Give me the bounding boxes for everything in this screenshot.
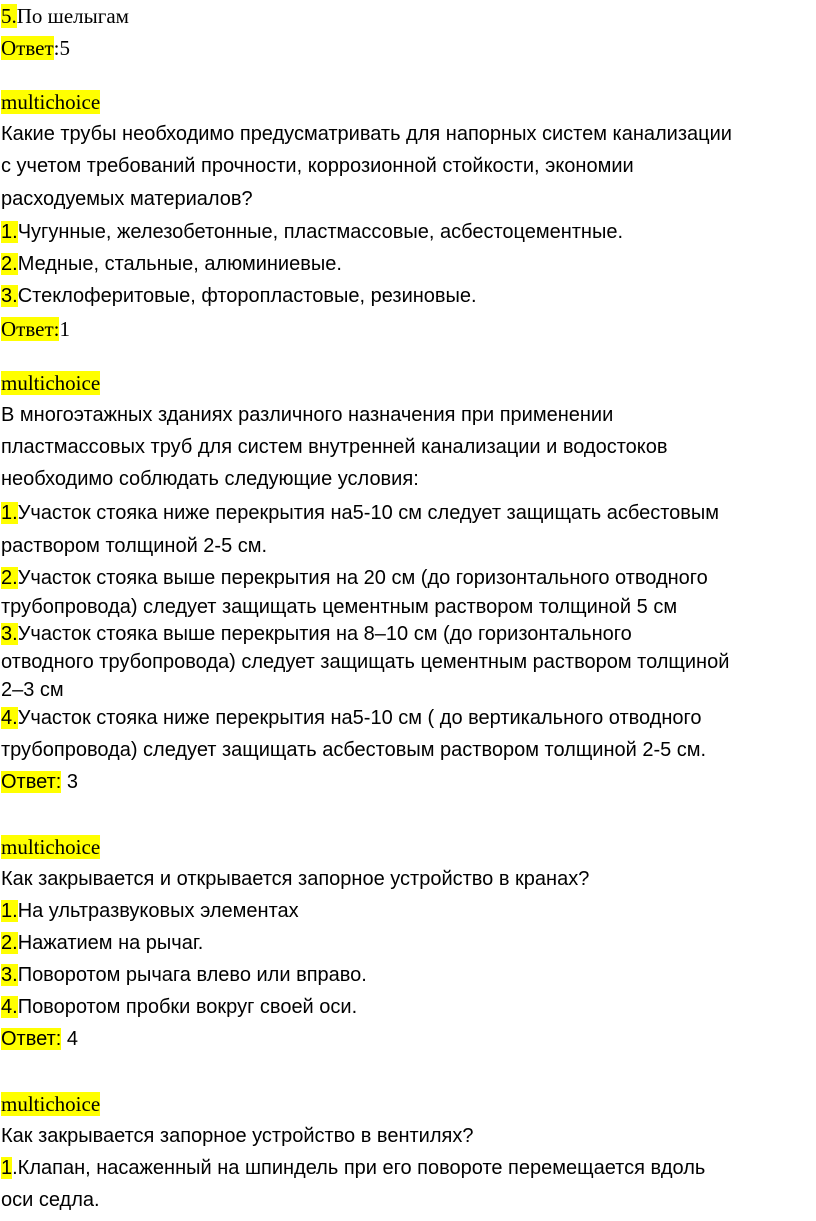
question-text: Как закрывается и открывается запорное устройство в кранах?: [1, 868, 590, 890]
option-line: [1, 283, 477, 309]
question-text: Как закрывается запорное устройство в вентилях?: [1, 1125, 474, 1147]
option-text: .Клапан, насаженный на шпиндель при его повороте перемещается вдоль: [12, 1157, 706, 1179]
option-line: [1, 705, 702, 731]
option-continuation: оси седла.: [1, 1189, 100, 1211]
option-continuation: трубопровода) следует защищать цементным раствором толщиной 5 см: [1, 596, 678, 618]
option-continuation: отводного трубопровода) следует защищать цементным раствором толщиной: [1, 651, 730, 673]
answer-label: Ответ:: [1, 771, 62, 793]
option-text: Поворотом пробки вокруг своей оси.: [17, 996, 358, 1018]
option-line: [1, 251, 342, 277]
option-continuation: раствором толщиной 2-5 см.: [1, 535, 268, 557]
question-type: multichoice: [1, 1092, 101, 1116]
option-number: 3.: [1, 285, 18, 307]
question-type: multichoice: [1, 90, 101, 114]
answer-label: Ответ:: [1, 317, 60, 341]
answer-label: Ответ:: [1, 1028, 62, 1050]
option-line: [1, 898, 299, 924]
option-number: 2.: [1, 932, 18, 954]
option-number: 1.: [1, 502, 18, 524]
option-line: [1, 500, 719, 526]
answer-line: [1, 35, 70, 61]
answer-label: Ответ: [1, 36, 54, 60]
option-line: [1, 994, 357, 1020]
question-text: расходуемых материалов?: [1, 188, 253, 210]
option-continuation: 2–3 см: [1, 679, 64, 701]
option-text: Нажатием на рычаг.: [17, 932, 204, 954]
option-text: Участок стояка выше перекрытия на 8–10 см (до горизонтального: [17, 623, 632, 645]
option-line: [1, 3, 129, 29]
option-number: 2.: [1, 253, 18, 275]
question-text: пластмассовых труб для систем внутренней канализации и водостоков: [1, 436, 668, 458]
option-line: [1, 930, 203, 956]
option-text: Стеклоферитовые, фторопластовые, резиновые.: [17, 285, 477, 307]
option-number: 4.: [1, 996, 18, 1018]
option-text: Поворотом рычага влево или вправо.: [17, 964, 367, 986]
answer-line: [1, 316, 70, 342]
option-number: 1: [1, 1157, 13, 1179]
question-text: необходимо соблюдать следующие условия:: [1, 468, 419, 490]
option-line: [1, 219, 623, 245]
option-line: [1, 1155, 705, 1181]
answer-line: [1, 1026, 78, 1052]
option-text: Участок стояка выше перекрытия на 20 см (до горизонтального отводного: [17, 567, 708, 589]
question-text: Какие трубы необходимо предусматривать для напорных систем канализации: [1, 123, 732, 145]
option-line: [1, 962, 367, 988]
option-line: [1, 621, 632, 647]
option-continuation: трубопровода) следует защищать асбестовым раствором толщиной 2-5 см.: [1, 739, 707, 761]
option-number: 1.: [1, 221, 18, 243]
option-number: 5.: [1, 4, 17, 28]
option-number: 4.: [1, 707, 18, 729]
answer-value: 1: [59, 317, 70, 341]
answer-line: [1, 769, 78, 795]
answer-value: 4: [61, 1028, 78, 1050]
option-number: 2.: [1, 567, 18, 589]
option-text: На ультразвуковых элементах: [17, 900, 299, 922]
option-number: 1.: [1, 900, 18, 922]
option-number: 3.: [1, 623, 18, 645]
option-text: Участок стояка ниже перекрытия на5-10 см следует защищать асбестовым: [17, 502, 720, 524]
question-text: В многоэтажных зданиях различного назначения при применении: [1, 404, 614, 426]
option-text: Медные, стальные, алюминиевые.: [17, 253, 342, 275]
option-text: Участок стояка ниже перекрытия на5-10 см ( до вертикального отводного: [17, 707, 702, 729]
option-text: Чугунные, железобетонные, пластмассовые, асбестоцементные.: [17, 221, 624, 243]
question-text: с учетом требований прочности, коррозионной стойкости, экономии: [1, 155, 634, 177]
option-text: По шелыгам: [16, 4, 129, 28]
question-type: multichoice: [1, 371, 101, 395]
answer-value: :5: [53, 36, 70, 60]
option-line: [1, 565, 708, 591]
question-type: multichoice: [1, 835, 101, 859]
option-number: 3.: [1, 964, 18, 986]
answer-value: 3: [61, 771, 78, 793]
